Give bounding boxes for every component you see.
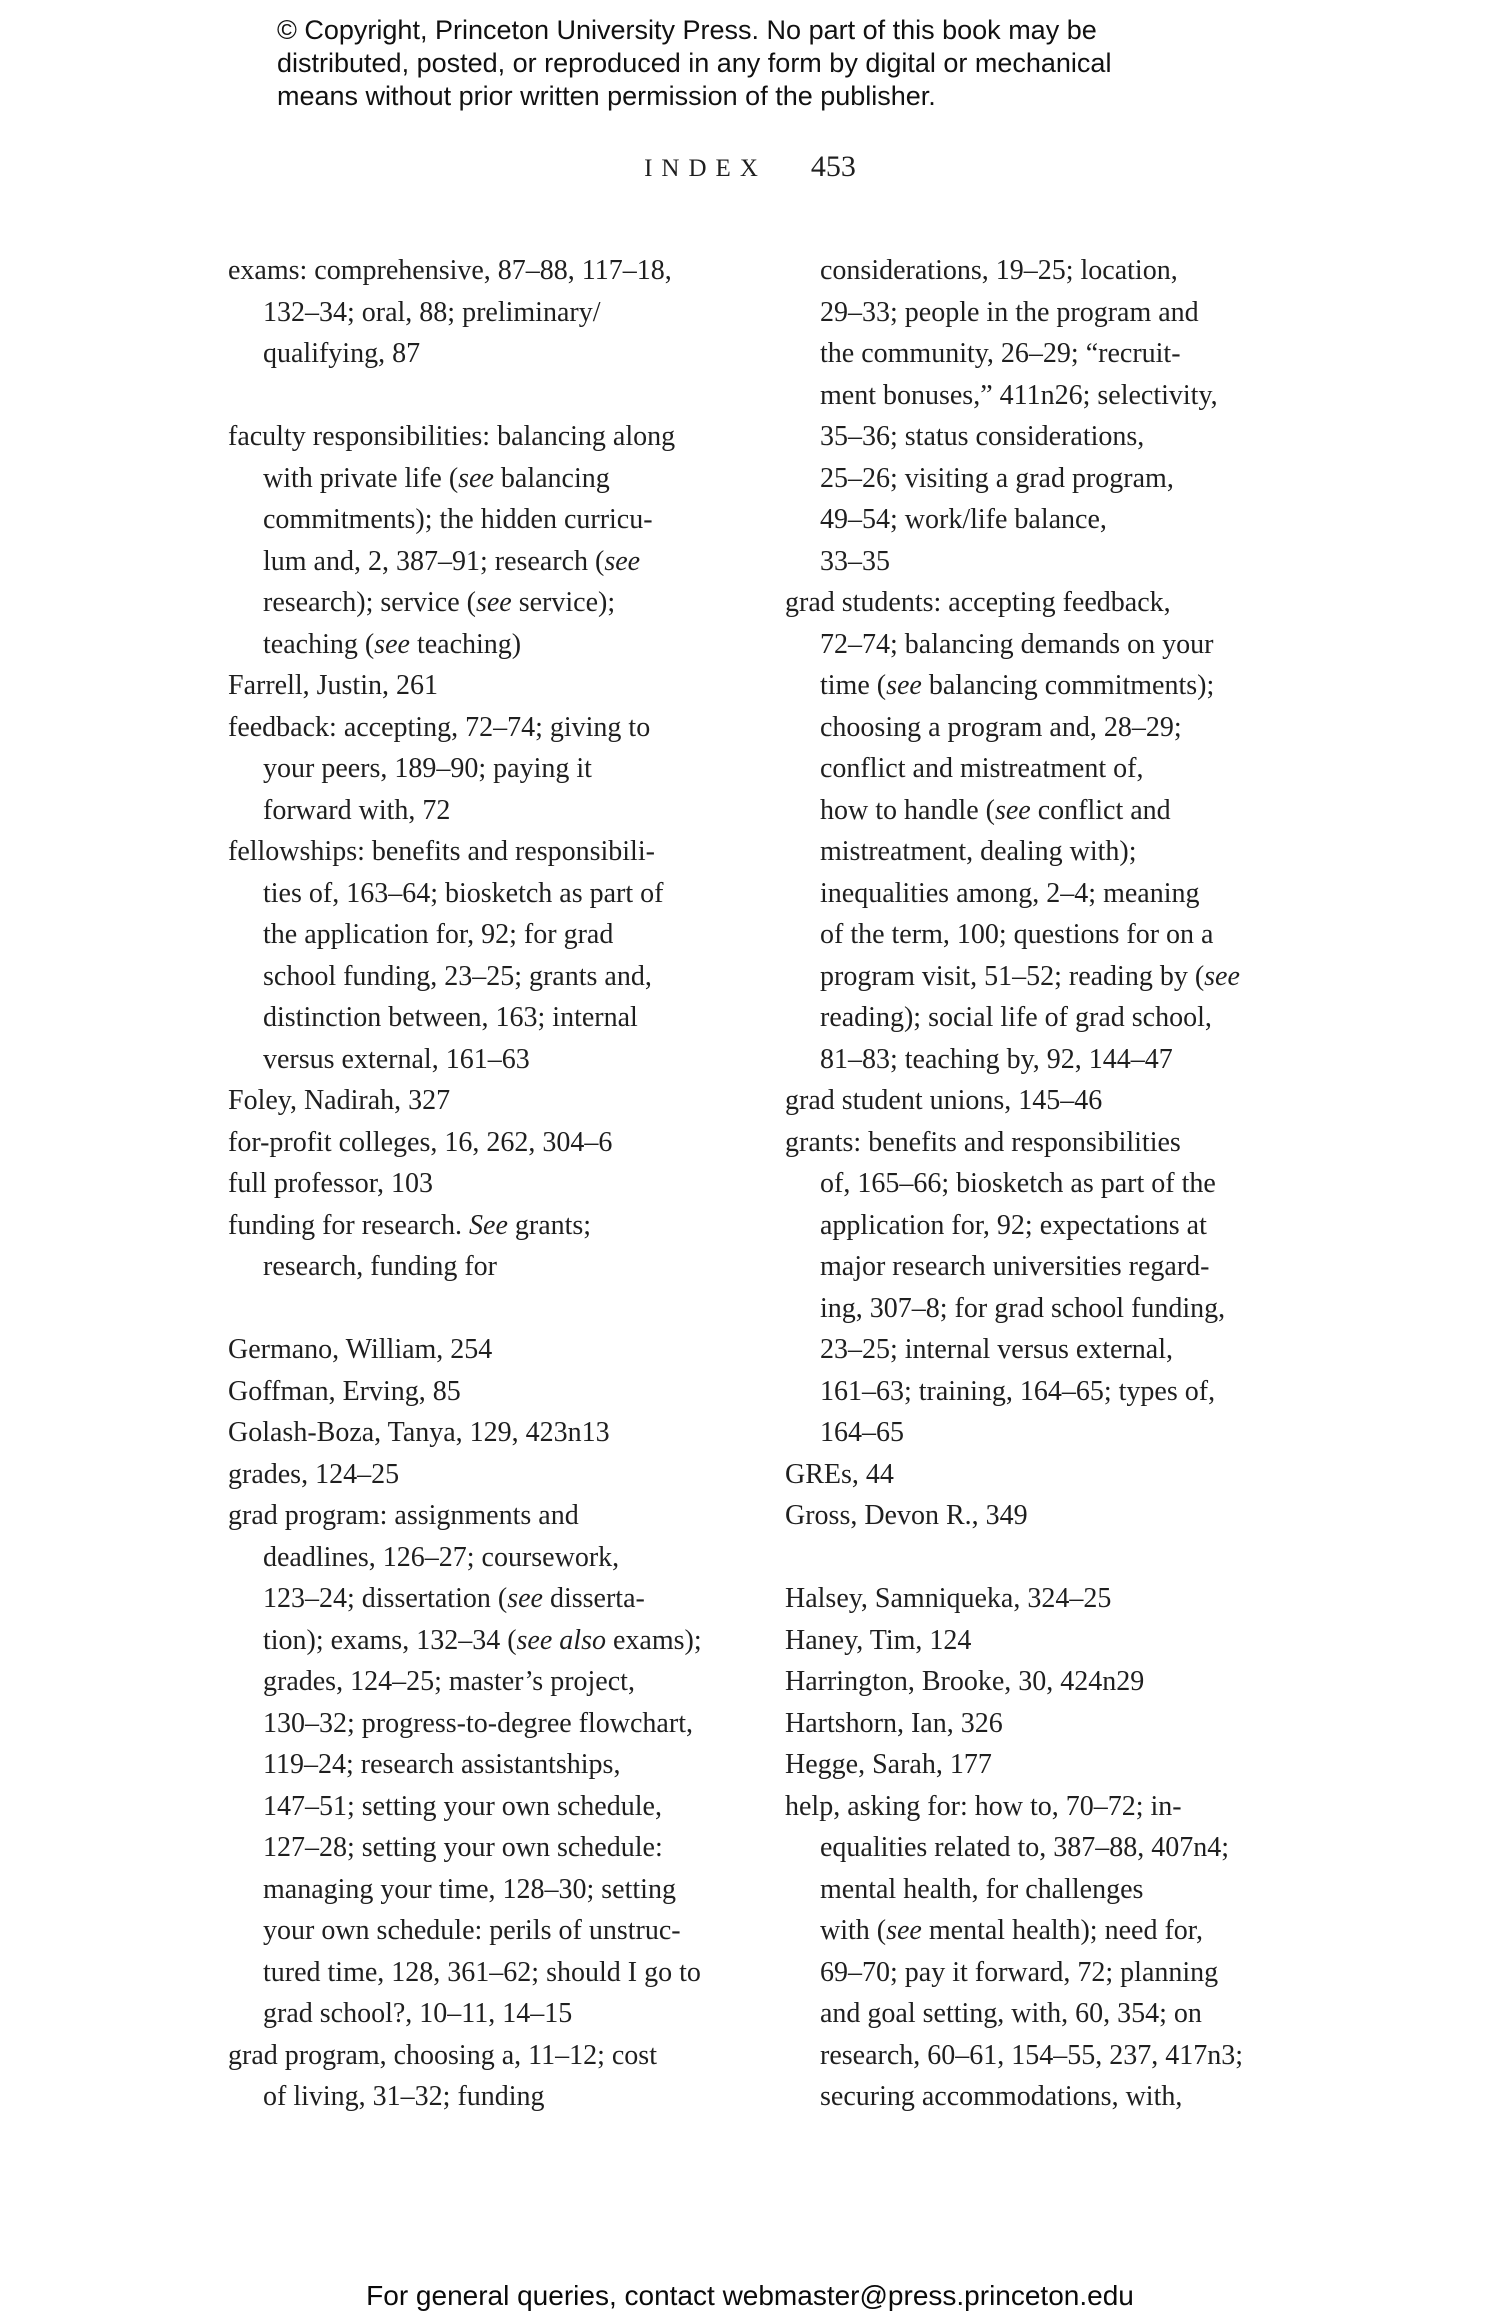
index-line: considerations, 19–25; location, <box>820 255 1178 286</box>
copyright-line: © Copyright, Princeton University Press. No part of this book may be <box>277 15 1097 45</box>
index-line: 49–54; work/life balance, <box>820 504 1107 535</box>
index-line: your own schedule: perils of unstruc- <box>263 1915 681 1946</box>
index-line: commitments); the hidden curricu- <box>263 504 653 535</box>
index-line: of living, 31–32; funding <box>263 2081 545 2112</box>
index-line: deadlines, 126–27; coursework, <box>263 1541 620 1573</box>
copyright-line: distributed, posted, or reproduced in any form by digital or mechanical <box>277 48 1112 78</box>
index-line: the community, 26–29; “recruit- <box>820 338 1181 369</box>
index-line: how to handle (see conflict and <box>820 794 1171 826</box>
index-line: tion); exams, 132–34 (see also exams); <box>263 1624 702 1656</box>
index-line: choosing a program and, 28–29; <box>820 711 1182 743</box>
index-line: equalities related to, 387–88, 407n4; <box>820 1832 1230 1863</box>
index-line: feedback: accepting, 72–74; giving to <box>228 711 651 743</box>
index-line: Hartshorn, Ian, 326 <box>785 1707 1003 1739</box>
index-line: Harrington, Brooke, 30, 424n29 <box>785 1666 1145 1697</box>
index-line: forward with, 72 <box>263 794 451 826</box>
index-line: Hegge, Sarah, 177 <box>785 1749 992 1780</box>
index-line: the application for, 92; for grad <box>263 919 614 950</box>
index-line: exams: comprehensive, 87–88, 117–18, <box>228 255 672 286</box>
index-line: Foley, Nadirah, 327 <box>228 1085 451 1116</box>
index-line: school funding, 23–25; grants and, <box>263 960 652 992</box>
index-line: Haney, Tim, 124 <box>785 1624 972 1656</box>
index-line: 161–63; training, 164–65; types of, <box>820 1375 1216 1407</box>
page-number: 453 <box>810 150 856 183</box>
index-line: fellowships: benefits and responsibili- <box>228 836 655 867</box>
index-line: distinction between, 163; internal <box>263 1002 638 1033</box>
index-line: for-profit colleges, 16, 262, 304–6 <box>228 1126 613 1158</box>
index-line: and goal setting, with, 60, 354; on <box>820 1998 1202 2029</box>
index-line: grad school?, 10–11, 14–15 <box>263 1998 573 2029</box>
index-line: faculty responsibilities: balancing along <box>228 421 676 452</box>
index-line: securing accommodations, with, <box>820 2081 1183 2112</box>
index-line: 29–33; people in the program and <box>820 296 1199 328</box>
index-line: program visit, 51–52; reading by (see <box>820 960 1240 992</box>
index-line: ing, 307–8; for grad school funding, <box>820 1292 1226 1324</box>
index-line: 130–32; progress-to-degree flowchart, <box>263 1707 693 1739</box>
index-line: research, 60–61, 154–55, 237, 417n3; <box>820 2039 1244 2071</box>
index-line: grad program: assignments and <box>228 1500 579 1531</box>
index-line: 119–24; research assistantships, <box>263 1749 621 1780</box>
index-line: GREs, 44 <box>785 1458 894 1490</box>
index-line: mistreatment, dealing with); <box>820 836 1137 867</box>
index-line: reading); social life of grad school, <box>820 1002 1212 1033</box>
index-line: grades, 124–25; master’s project, <box>263 1666 635 1697</box>
index-line: Gross, Devon R., 349 <box>785 1500 1028 1531</box>
running-head <box>0 150 1500 184</box>
index-line: 25–26; visiting a grad program, <box>820 462 1174 494</box>
index-line: grad program, choosing a, 11–12; cost <box>228 2039 657 2071</box>
index-line: 132–34; oral, 88; preliminary/ <box>263 296 601 328</box>
index-blank-line <box>228 1288 788 1330</box>
index-line: 147–51; setting your own schedule, <box>263 1790 662 1822</box>
index-line: of, 165–66; biosketch as part of the <box>820 1168 1216 1199</box>
index-line: 33–35 <box>820 545 890 577</box>
index-line: time (see balancing commitments); <box>820 670 1215 701</box>
index-line: 35–36; status considerations, <box>820 421 1145 452</box>
index-line: Halsey, Samniqueka, 324–25 <box>785 1583 1112 1614</box>
index-line: of the term, 100; questions for on a <box>820 919 1214 950</box>
index-line: 81–83; teaching by, 92, 144–47 <box>820 1043 1173 1075</box>
index-line: tured time, 128, 361–62; should I go to <box>263 1956 701 1988</box>
index-line: Farrell, Justin, 261 <box>228 670 438 701</box>
index-line: inequalities among, 2–4; meaning <box>820 877 1200 909</box>
copyright-line: means without prior written permission of the publisher. <box>277 81 936 111</box>
index-line: 23–25; internal versus external, <box>820 1334 1174 1365</box>
index-line: major research universities regard- <box>820 1251 1210 1282</box>
index-line: lum and, 2, 387–91; research (see <box>263 545 641 577</box>
index-line: your peers, 189–90; paying it <box>263 753 592 784</box>
index-column-right <box>785 250 1370 2118</box>
index-line: 164–65 <box>820 1417 904 1448</box>
index-line: grants: benefits and responsibilities <box>785 1126 1181 1158</box>
index-line: 72–74; balancing demands on your <box>820 628 1214 660</box>
index-blank-line <box>785 1537 1370 1579</box>
footer-query-line <box>0 2280 1500 2312</box>
index-line: versus external, 161–63 <box>263 1043 530 1075</box>
webmaster-email: webmaster@press.princeton.edu <box>722 2280 1134 2311</box>
index-line: grades, 124–25 <box>228 1458 400 1490</box>
index-line: conflict and mistreatment of, <box>820 753 1144 784</box>
index-line: mental health, for challenges <box>820 1873 1144 1905</box>
footer-text: For general queries, contact <box>366 2280 723 2311</box>
index-line: grad students: accepting feedback, <box>785 587 1171 618</box>
index-blank-line <box>228 375 788 417</box>
index-line: help, asking for: how to, 70–72; in- <box>785 1790 1182 1822</box>
index-line: managing your time, 128–30; setting <box>263 1873 676 1905</box>
index-line: with (see mental health); need for, <box>820 1915 1203 1946</box>
index-line: grad student unions, 145–46 <box>785 1085 1103 1116</box>
copyright-notice <box>277 14 1111 113</box>
index-line: research); service (see service); <box>263 587 616 618</box>
index-line: teaching (see teaching) <box>263 628 522 660</box>
index-line: full professor, 103 <box>228 1168 433 1199</box>
index-line: ment bonuses,” 411n26; selectivity, <box>820 379 1218 411</box>
index-line: ties of, 163–64; biosketch as part of <box>263 877 664 909</box>
index-line: funding for research. See grants; <box>228 1209 592 1241</box>
index-line: application for, 92; expectations at <box>820 1209 1207 1241</box>
index-column-left <box>228 250 788 2118</box>
index-line: qualifying, 87 <box>263 338 421 369</box>
index-line: 123–24; dissertation (see disserta- <box>263 1583 645 1614</box>
index-line: 127–28; setting your own schedule: <box>263 1832 663 1863</box>
index-line: 69–70; pay it forward, 72; planning <box>820 1956 1219 1988</box>
index-line: with private life (see balancing <box>263 462 610 494</box>
index-line: Germano, William, 254 <box>228 1334 493 1365</box>
index-line: Goffman, Erving, 85 <box>228 1375 461 1407</box>
index-title: INDEX <box>644 155 767 182</box>
index-line: research, funding for <box>263 1251 498 1282</box>
index-line: Golash-Boza, Tanya, 129, 423n13 <box>228 1417 610 1448</box>
